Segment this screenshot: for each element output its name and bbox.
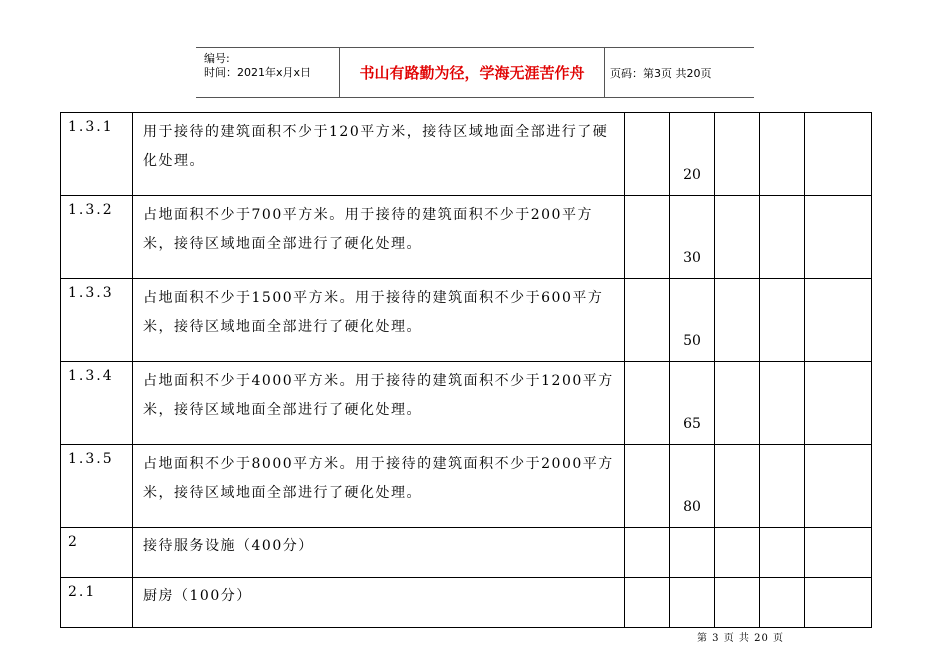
item-number: 1.3.5 — [61, 445, 133, 528]
item-score — [670, 578, 715, 628]
page-code: 页码：第3页 共20页 — [610, 67, 712, 80]
scoring-table — [60, 112, 872, 628]
item-number: 1.3.1 — [61, 113, 133, 196]
table-row — [61, 196, 872, 279]
item-score: 80 — [670, 445, 715, 528]
item-description: 用于接待的建筑面积不少于120平方米，接待区域地面全部进行了硬化处理。 — [133, 113, 625, 196]
page-footer: 第 3 页 共 20 页 — [697, 633, 784, 644]
page-header — [196, 47, 754, 98]
item-description: 占地面积不少于8000平方米。用于接待的建筑面积不少于2000平方米，接待区域地面全部进行了硬化处理。 — [133, 445, 625, 528]
item-description: 占地面积不少于700平方米。用于接待的建筑面积不少于200平方米，接待区域地面全部进行了硬化处理。 — [133, 196, 625, 279]
item-number: 1.3.4 — [61, 362, 133, 445]
table-row — [61, 113, 872, 196]
motto: 书山有路勤为径，学海无涯苦作舟 — [339, 48, 605, 97]
item-score: 30 — [670, 196, 715, 279]
item-number: 2.1 — [61, 578, 133, 628]
table-row — [61, 362, 872, 445]
item-description: 占地面积不少于1500平方米。用于接待的建筑面积不少于600平方米，接待区域地面全部进行了硬化处理。 — [133, 279, 625, 362]
item-number: 1.3.3 — [61, 279, 133, 362]
item-description: 厨房（100分） — [133, 578, 625, 628]
number-label: 编号: — [204, 52, 230, 65]
item-score: 65 — [670, 362, 715, 445]
item-score: 20 — [670, 113, 715, 196]
item-number: 1.3.2 — [61, 196, 133, 279]
table-row — [61, 279, 872, 362]
table-row — [61, 578, 872, 628]
table-row — [61, 528, 872, 578]
item-description: 接待服务设施（400分） — [133, 528, 625, 578]
header-info — [204, 52, 311, 80]
item-number: 2 — [61, 528, 133, 578]
table-row — [61, 445, 872, 528]
item-description: 占地面积不少于4000平方米。用于接待的建筑面积不少于1200平方米，接待区域地面全部进行了硬化处理。 — [133, 362, 625, 445]
time-label: 时间：2021年x月x日 — [204, 66, 312, 79]
item-score: 50 — [670, 279, 715, 362]
item-score — [670, 528, 715, 578]
